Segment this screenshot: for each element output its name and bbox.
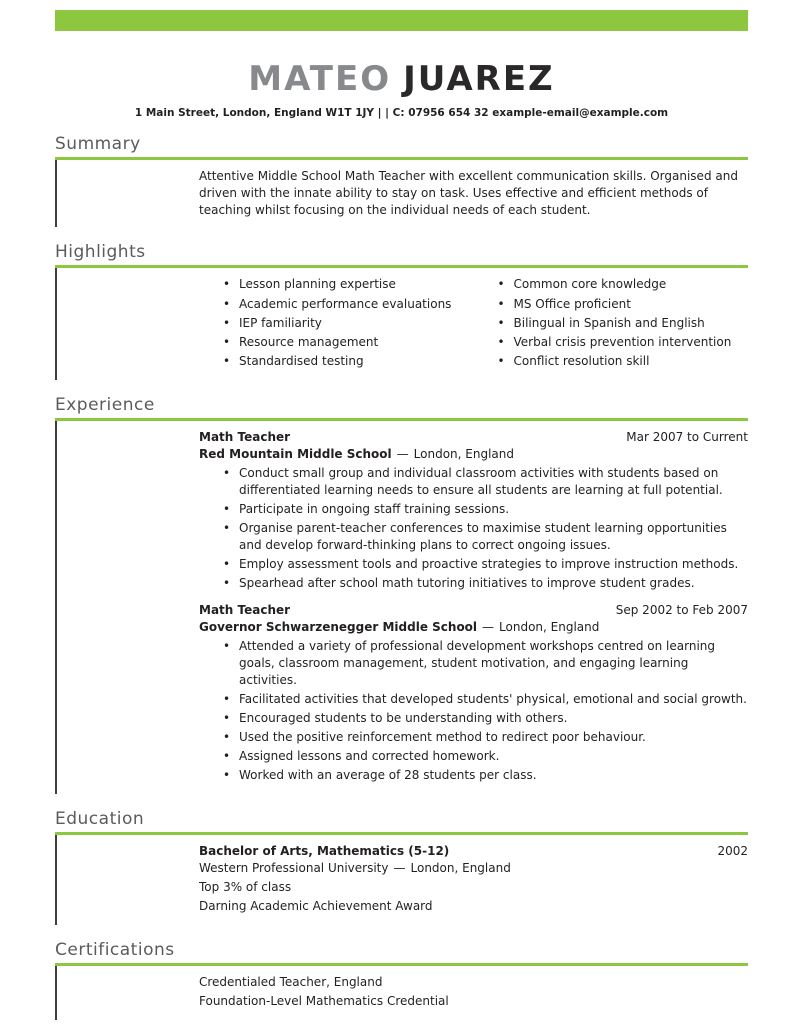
job-duty: • Employ assessment tools and proactive strategies to improve instruction methods. xyxy=(199,556,748,573)
school-location: London, England xyxy=(410,861,511,876)
employer-name: Red Mountain Middle School xyxy=(199,446,392,461)
job-duty: • Spearhead after school math tutoring initiatives to improve student grades. xyxy=(199,575,748,592)
accent-top-bar xyxy=(55,10,748,31)
job-header xyxy=(199,429,748,446)
degree-name: Bachelor of Arts, Mathematics (5-12) xyxy=(199,844,450,859)
job-duty: • Participate in ongoing staff training sessions. xyxy=(199,501,748,518)
section-title-experience: Experience xyxy=(55,394,155,415)
highlight-item: • Verbal crisis prevention intervention xyxy=(474,334,749,351)
dash-separator: — xyxy=(396,446,409,461)
candidate-name xyxy=(55,61,748,98)
job-entry-2 xyxy=(199,602,748,784)
highlight-item: • MS Office proficient xyxy=(474,296,749,313)
education-detail: Darning Academic Achievement Award xyxy=(199,899,433,914)
summary-body xyxy=(55,160,748,227)
job-duty: • Used the positive reinforcement method to redirect poor behaviour. xyxy=(199,729,748,746)
contact-line: 1 Main Street, London, England W1T 1JY | | C: 07956 654 32 example-email@example.com xyxy=(134,107,669,120)
experience-body xyxy=(55,421,748,795)
education-header xyxy=(199,843,748,860)
school-name: Western Professional University xyxy=(199,861,389,876)
job-duty: • Facilitated activities that developed students' physical, emotional and social growth. xyxy=(199,691,748,708)
job-location: London, England xyxy=(413,446,514,461)
section-title-summary: Summary xyxy=(55,134,141,155)
job-dates: Sep 2002 to Feb 2007 xyxy=(615,602,748,617)
job-duty-list xyxy=(199,638,748,784)
dash-separator: — xyxy=(393,861,406,876)
highlight-item: • Lesson planning expertise xyxy=(199,276,474,293)
employer-line xyxy=(199,619,748,636)
education-body xyxy=(55,835,748,925)
section-summary xyxy=(55,134,748,227)
job-duty: • Encouraged students to be understanding with others. xyxy=(199,710,748,727)
job-entry-1 xyxy=(199,429,748,592)
section-highlights xyxy=(55,242,748,379)
job-dates: Mar 2007 to Current xyxy=(626,429,748,444)
job-location: London, England xyxy=(499,619,600,634)
job-header xyxy=(199,602,748,619)
section-experience xyxy=(55,395,748,795)
section-title-education: Education xyxy=(55,809,145,830)
job-duty: • Assigned lessons and corrected homework. xyxy=(199,748,748,765)
school-line xyxy=(199,860,748,877)
job-title: Math Teacher xyxy=(199,429,291,444)
graduation-year: 2002 xyxy=(717,844,748,859)
job-title: Math Teacher xyxy=(199,602,291,617)
name-first: MATEO xyxy=(248,59,392,99)
highlight-item: • IEP familiarity xyxy=(199,315,474,332)
section-title-certifications: Certifications xyxy=(55,940,175,961)
education-detail: Top 3% of class xyxy=(199,880,292,895)
job-duty-list xyxy=(199,465,748,592)
certifications-body xyxy=(55,966,748,1020)
highlight-item: • Conflict resolution skill xyxy=(474,353,749,370)
highlight-item: • Academic performance evaluations xyxy=(199,296,474,313)
job-duty: • Organise parent-teacher conferences to maximise student learning opportunities and develop forward-thinking plans to correct ongoing issues. xyxy=(199,520,748,554)
highlights-body xyxy=(55,268,748,379)
name-last: JUAREZ xyxy=(403,59,555,99)
highlights-columns xyxy=(199,276,748,371)
highlight-item: • Resource management xyxy=(199,334,474,351)
summary-text: Attentive Middle School Math Teacher with excellent communication skills. Organised and driven with the innate ability to stay on task. Uses effective and efficient methods of teaching whilst focusing on the individual needs of each student. xyxy=(199,169,738,218)
job-duty: • Attended a variety of professional development workshops centred on learning goals, classroom management, student motivation, and engaging learning activities. xyxy=(199,638,748,689)
highlights-list-right xyxy=(474,276,749,371)
job-duty: • Worked with an average of 28 students per class. xyxy=(199,767,748,784)
highlights-list-left xyxy=(199,276,474,371)
highlight-item: • Standardised testing xyxy=(199,353,474,370)
highlight-item: • Bilingual in Spanish and English xyxy=(474,315,749,332)
certification-item: Foundation-Level Mathematics Credential xyxy=(199,994,449,1009)
section-education xyxy=(55,809,748,925)
section-certifications xyxy=(55,940,748,1020)
employer-line xyxy=(199,446,748,463)
section-title-highlights: Highlights xyxy=(55,242,146,263)
highlight-item: • Common core knowledge xyxy=(474,276,749,293)
job-duty: • Conduct small group and individual classroom activities with students based on differentiated learning needs to ensure all students are learning at full potential. xyxy=(199,465,748,499)
certification-item: Credentialed Teacher, England xyxy=(199,975,383,990)
dash-separator: — xyxy=(482,619,495,634)
employer-name: Governor Schwarzenegger Middle School xyxy=(199,619,478,634)
